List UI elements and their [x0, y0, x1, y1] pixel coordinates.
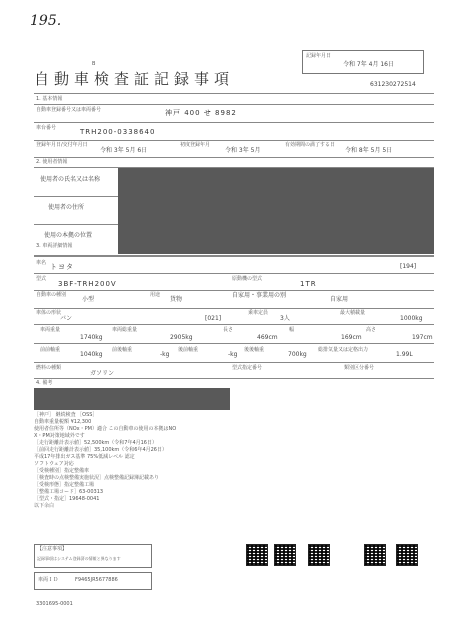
- make-code: [194]: [400, 263, 417, 270]
- model-label: 型式: [36, 276, 47, 282]
- user-address-label: 使用者の住所: [48, 204, 85, 211]
- note-line: 使用者住所等（NOx・PM）適合 この自動車の使用の本拠はNO: [34, 426, 177, 432]
- max-load-label: 最大積載量: [340, 310, 366, 316]
- use-base-label: 使用の本拠の位置: [44, 232, 93, 239]
- gross-label: 車両総重量: [112, 327, 138, 333]
- qr-code: [364, 544, 386, 566]
- note-line: ［整備工場コード］63-00313: [34, 489, 104, 495]
- info-box: [34, 544, 152, 568]
- note-line: 自動車重量税額 ¥12,300: [34, 419, 92, 425]
- engine-label: 原動機の型式: [232, 276, 263, 282]
- title-divider: [34, 93, 434, 94]
- user-info-redaction: [118, 168, 434, 254]
- shape: バン: [60, 315, 73, 322]
- first-reg: 令和 3年 5月 6日: [100, 147, 148, 154]
- shape-code: [021]: [205, 315, 222, 322]
- note-line: ［走行距離計表示値］52,500km（令和7年4月16日）: [34, 440, 157, 446]
- expiry-label: 有効期間の満了する日: [285, 142, 336, 148]
- height-label: 高さ: [366, 327, 377, 333]
- vehicle-id-box: [34, 572, 152, 590]
- note-line: ［受検種別］指定整備車: [34, 468, 90, 474]
- section2-title: 2. 使用者情報: [36, 159, 68, 165]
- length: 469cm: [257, 334, 278, 341]
- note-line: 以下余白: [34, 503, 55, 509]
- make: トヨタ: [50, 263, 74, 271]
- ff-label: 前前軸重: [40, 347, 61, 353]
- height: 197cm: [412, 334, 433, 341]
- rr: 700kg: [288, 351, 307, 358]
- length-label: 長さ: [223, 327, 234, 333]
- capacity-label: 乗車定員: [248, 310, 269, 316]
- note-line: ［前回走行距離計表示値］35,100km（令和6年4月26日）: [34, 447, 167, 453]
- section1-title: 1. 基本情報: [36, 96, 63, 102]
- width: 169cm: [341, 334, 362, 341]
- rr-label: 後後軸重: [244, 347, 265, 353]
- first-year: 令和 3年 5月: [225, 147, 261, 154]
- doc-number: 631230272514: [370, 81, 416, 88]
- private-label: 自家用・事業用の別: [232, 292, 287, 299]
- displacement-label: 総排気量又は定格出力: [318, 347, 369, 353]
- fr: -kg: [160, 351, 170, 358]
- type-label: 自動車の種別: [36, 292, 67, 298]
- first-reg-label: 登録年月日/交付年月日: [36, 142, 88, 148]
- qr-code: [396, 544, 418, 566]
- ff: 1040kg: [80, 351, 103, 358]
- fr-label: 前後軸重: [112, 347, 133, 353]
- note-line: ［受検形態］指定整備工場: [34, 482, 95, 488]
- chassis-label: 車台番号: [36, 125, 57, 131]
- engine: 1TR: [300, 280, 317, 288]
- type: 小型: [82, 296, 95, 303]
- use: 貨物: [170, 296, 183, 303]
- reg-no: 神戸 400 せ 8982: [165, 109, 237, 117]
- width-label: 幅: [289, 327, 295, 333]
- chassis: TRH200-0338640: [80, 128, 156, 136]
- note-line: ［検査時の点検整備実施状況］点検整備記録簿記載あり: [34, 475, 160, 481]
- model: 3BF-TRH200V: [58, 280, 117, 288]
- class-label: 類別区分番号: [344, 365, 375, 371]
- first-year-label: 初度登録年月: [180, 142, 211, 148]
- reg-no-label: 自動車登録番号又は車両番号: [36, 107, 102, 113]
- small-mark: B: [92, 61, 96, 67]
- qr-code: [308, 544, 330, 566]
- private: 自家用: [330, 296, 349, 303]
- notes-redaction: [34, 388, 230, 410]
- capacity: 3人: [280, 315, 290, 322]
- user-name-label: 使用者の氏名又は名称: [40, 176, 101, 183]
- note-line: X・PM対策地域外です: [34, 433, 85, 439]
- section4-title: 4. 備考: [36, 380, 53, 386]
- info-text: 記録事項はシステム登録済の情報と異なります: [37, 556, 121, 561]
- record-date-label: 記録年月日: [306, 53, 332, 59]
- record-date-box: [302, 50, 424, 74]
- weight: 1740kg: [80, 334, 103, 341]
- displacement: 1.99L: [396, 351, 413, 358]
- use-label: 用途: [150, 292, 161, 298]
- note-line: ソフトウェア対応: [34, 461, 74, 467]
- section3-title: 3. 車両詳細情報: [36, 243, 73, 249]
- rf-label: 後前軸重: [178, 347, 199, 353]
- fuel: ガソリン: [90, 370, 115, 377]
- qr-code: [274, 544, 296, 566]
- vehicle-id: F9465JR5677886: [75, 577, 118, 583]
- max-load: 1000kg: [400, 315, 423, 322]
- weight-label: 車両重量: [40, 327, 61, 333]
- record-date: 令和 7年 4月 16日: [343, 61, 394, 68]
- note-line: ［型式・指定］19648-0041: [34, 496, 100, 502]
- expiry: 令和 8年 5月 5日: [345, 147, 393, 154]
- vehicle-id-label: 車両ＩＤ: [38, 577, 59, 583]
- page-code: 3301695-0001: [36, 601, 73, 607]
- shape-label: 車体の形状: [36, 310, 62, 316]
- document-title: 自動車検査証記録事項: [34, 70, 235, 88]
- info-label: 【注意事項】: [37, 546, 68, 552]
- fuel-label: 燃料の種類: [36, 365, 62, 371]
- note-line: ［神戸］ 継続検査 ［OSS］: [34, 412, 98, 418]
- rf: -kg: [228, 351, 238, 358]
- make-label: 車名: [36, 260, 47, 266]
- qr-code: [246, 544, 268, 566]
- gross: 2905kg: [170, 334, 193, 341]
- model-cert-label: 型式指定番号: [232, 365, 263, 371]
- note-line: 平成17年排出ガス基準 75%低減レベル 認定: [34, 454, 135, 460]
- handwritten-note: 195.: [30, 13, 62, 29]
